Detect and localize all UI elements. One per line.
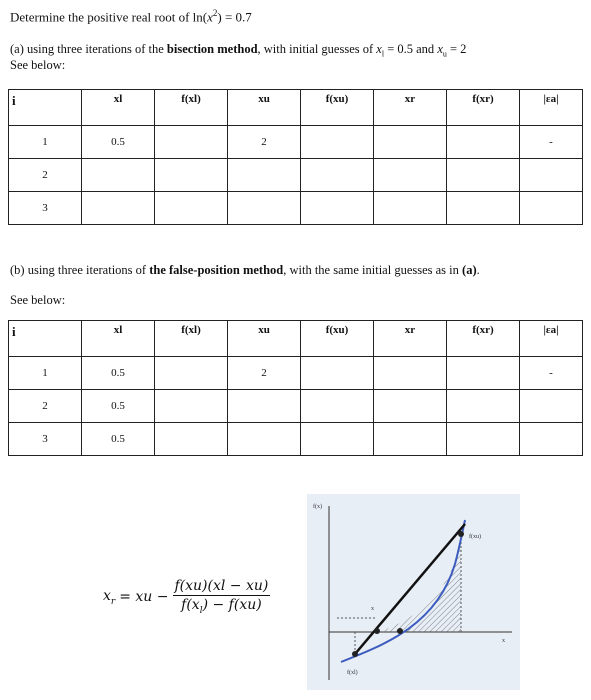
table-row <box>9 126 583 159</box>
false-position-formula: $x_r$ = xu − $\frac{f(xu)(xl - xu)}{f(x_l) - f(xu)}$ <box>103 578 269 616</box>
header-xr: xr <box>374 90 447 126</box>
cell-ea <box>520 423 583 456</box>
cell-xu: 2 <box>228 126 301 159</box>
cell-ea: - <box>520 357 583 390</box>
cell-fxl <box>155 423 228 456</box>
cell-xl: 0.5 <box>82 126 155 159</box>
part-a-instruction: (a) using three iterations of the bisection method, with initial guesses of $x_l = 0.5$ and $x_u = 2$ <box>10 42 467 59</box>
header-fxu: f(xu) <box>301 321 374 357</box>
part-b-instruction: (b) using three iterations of the false-position method, with the same initial guesses as in (a). <box>10 263 480 277</box>
cell-i: 3 <box>9 423 82 456</box>
cell-xu <box>228 423 301 456</box>
cell-fxr <box>447 357 520 390</box>
header-xl: xl <box>82 321 155 357</box>
cell-ea <box>520 390 583 423</box>
cell-fxr <box>447 390 520 423</box>
part-b-see-below: See below: <box>10 293 66 307</box>
cell-xr <box>374 390 447 423</box>
part-a-see-below: See below: <box>10 58 66 72</box>
cell-i: 3 <box>9 192 82 225</box>
cell-fxu <box>301 126 374 159</box>
xr-marker: x <box>371 606 374 612</box>
cell-fxl <box>155 192 228 225</box>
false-position-graph <box>307 494 520 690</box>
point-xr <box>374 628 380 634</box>
point-root <box>397 628 403 634</box>
header-xu: xu <box>228 321 301 357</box>
hatched-region <box>377 536 461 632</box>
formula-denominator: $f(x_l) - f(xu)$ <box>181 597 262 616</box>
cell-xr <box>374 423 447 456</box>
cell-fxl <box>155 159 228 192</box>
header-fxr: f(xr) <box>447 321 520 357</box>
cell-fxr <box>447 126 520 159</box>
cell-xl: 0.5 <box>82 423 155 456</box>
table-row <box>9 159 583 192</box>
cell-i: 2 <box>9 390 82 423</box>
header-xl: xl <box>82 90 155 126</box>
cell-xl <box>82 192 155 225</box>
cell-fxr <box>447 192 520 225</box>
cell-xl <box>82 159 155 192</box>
table-row <box>9 357 583 390</box>
false-position-figure <box>307 494 520 690</box>
cell-i: 1 <box>9 357 82 390</box>
cell-xl: 0.5 <box>82 390 155 423</box>
cell-fxu <box>301 192 374 225</box>
cell-ea <box>520 159 583 192</box>
cell-i: 2 <box>9 159 82 192</box>
cell-xu <box>228 159 301 192</box>
table-header-row <box>9 321 583 357</box>
header-i: i <box>9 90 82 126</box>
cell-fxu <box>301 159 374 192</box>
cell-xr <box>374 126 447 159</box>
header-ea: |εa| <box>520 321 583 357</box>
cell-fxl <box>155 126 228 159</box>
table-header-row <box>9 90 583 126</box>
formula-numerator: f(xu)(xl − xu) <box>174 578 269 594</box>
cell-xr <box>374 192 447 225</box>
table-row <box>9 423 583 456</box>
cell-fxl <box>155 357 228 390</box>
fxl-label: f(xl) <box>347 670 358 676</box>
cell-xl: 0.5 <box>82 357 155 390</box>
cell-xu <box>228 192 301 225</box>
y-axis-label: f(x) <box>313 504 322 510</box>
point-xu <box>458 531 464 537</box>
header-xu: xu <box>228 90 301 126</box>
bisection-table <box>8 89 583 225</box>
cell-xr <box>374 159 447 192</box>
cell-fxr <box>447 159 520 192</box>
header-fxr: f(xr) <box>447 90 520 126</box>
header-fxl: f(xl) <box>155 90 228 126</box>
table-row <box>9 192 583 225</box>
cell-xr <box>374 357 447 390</box>
x-axis-label: x <box>502 638 505 644</box>
question-text: Determine the positive real root of $\ln(x^2) = 0.7$ <box>10 8 252 25</box>
point-xl <box>352 651 358 657</box>
header-ea: |εa| <box>520 90 583 126</box>
cell-ea <box>520 192 583 225</box>
header-xr: xr <box>374 321 447 357</box>
false-position-table <box>8 320 583 456</box>
cell-xu <box>228 390 301 423</box>
table-row <box>9 390 583 423</box>
cell-fxu <box>301 423 374 456</box>
fxu-label: f(xu) <box>469 534 481 540</box>
cell-fxr <box>447 423 520 456</box>
cell-xu: 2 <box>228 357 301 390</box>
header-fxl: f(xl) <box>155 321 228 357</box>
header-i: i <box>9 321 82 357</box>
header-fxu: f(xu) <box>301 90 374 126</box>
cell-fxu <box>301 390 374 423</box>
cell-i: 1 <box>9 126 82 159</box>
cell-ea: - <box>520 126 583 159</box>
cell-fxl <box>155 390 228 423</box>
cell-fxu <box>301 357 374 390</box>
